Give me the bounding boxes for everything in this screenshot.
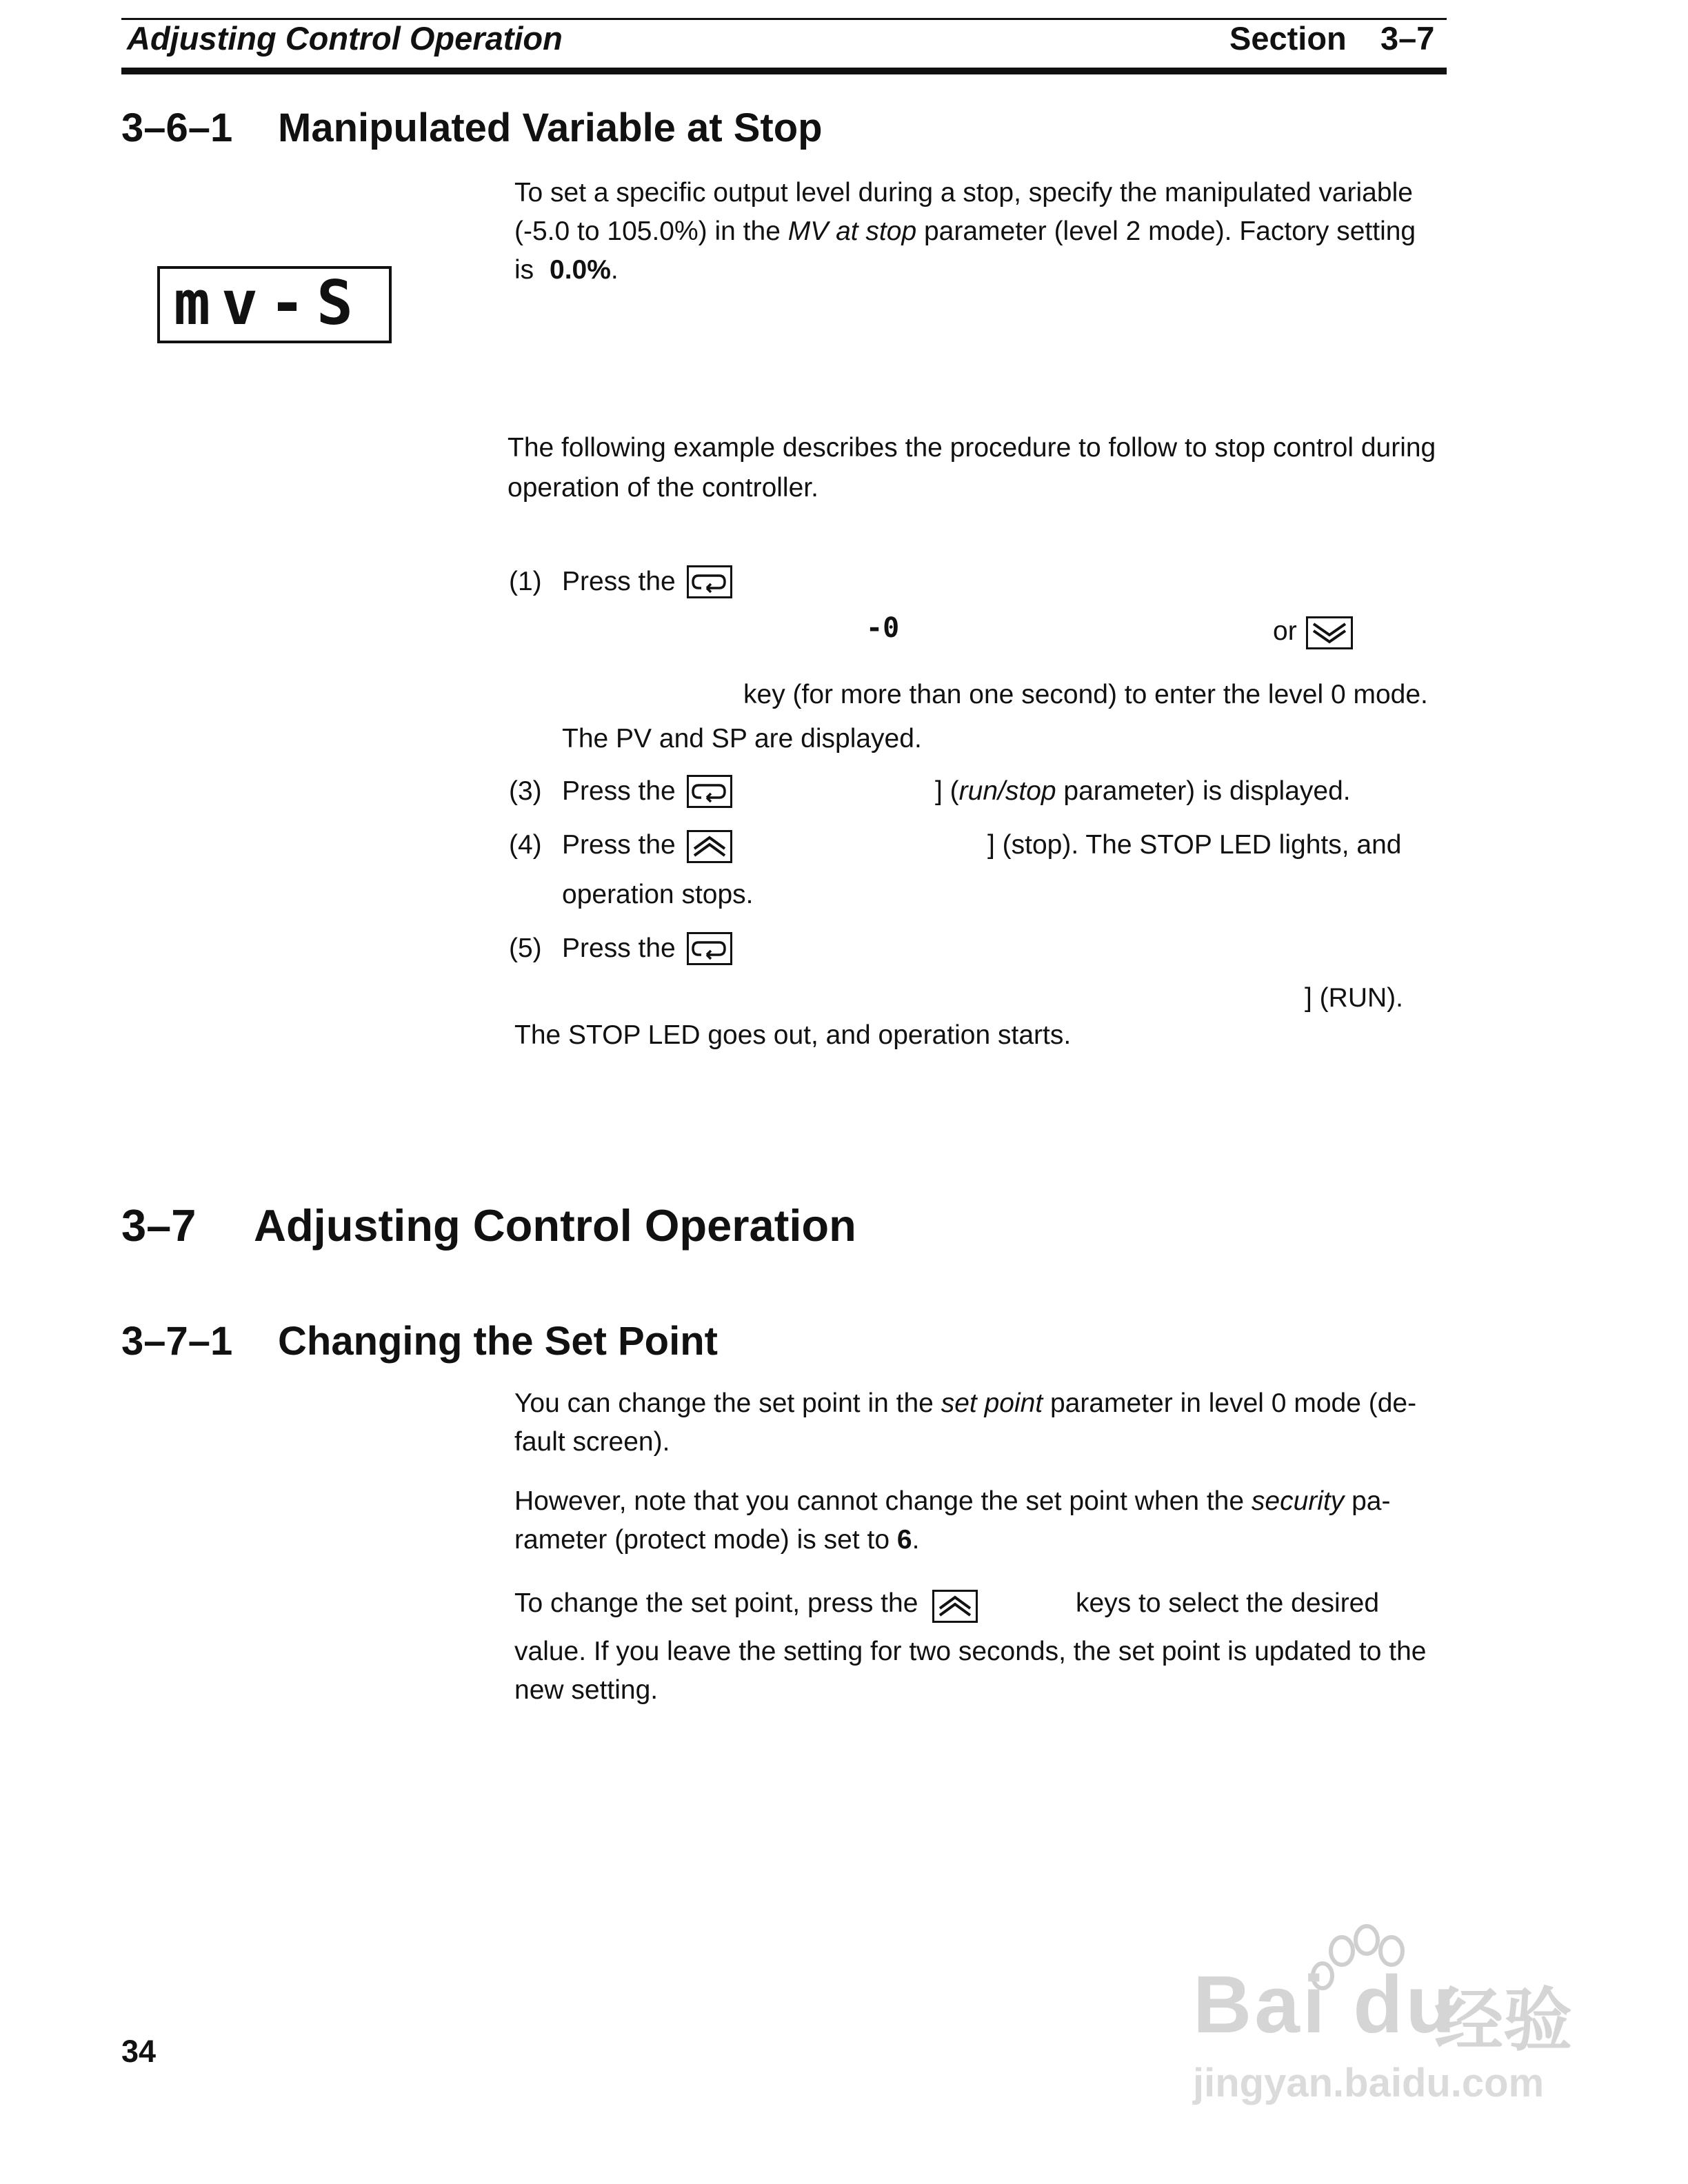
down-key-icon: [1306, 616, 1353, 649]
enter-level-0-line: key (for more than one second) to enter the level 0 mode.: [743, 680, 1428, 709]
lcd-display-text: mv-S: [174, 267, 364, 338]
header-title: Adjusting Control Operation: [127, 20, 563, 57]
mode-key-icon: [687, 565, 732, 598]
step-4-continuation: operation stops.: [562, 880, 754, 909]
example-intro-line-1: The following example describes the procedure to follow to stop control during: [508, 433, 1436, 463]
set-point-paragraph-1-line-2: fault screen).: [514, 1427, 670, 1457]
header-section-number: 3–7: [1380, 20, 1435, 57]
section-3-6-1-title: Manipulated Variable at Stop: [278, 105, 823, 150]
step-5-text: Press the: [562, 933, 676, 963]
header-rule-bottom: [121, 68, 1447, 74]
set-point-paragraph-3-line-1b: keys to select the desired: [1076, 1588, 1380, 1618]
mode-key-icon: [687, 775, 732, 808]
step-4-tail: ] (stop). The STOP LED lights, and: [987, 830, 1402, 860]
step-3-text: Press the: [562, 776, 676, 806]
step-4-text: Press the: [562, 830, 676, 860]
page-number: 34: [121, 2034, 157, 2069]
lcd-level-0-indicator: -0: [866, 612, 900, 644]
pv-sp-displayed-line: The PV and SP are displayed.: [562, 724, 922, 754]
header-section-label: Section: [1229, 20, 1347, 57]
step-3-number: (3): [509, 776, 542, 806]
mode-key-icon: [687, 932, 732, 965]
operation-starts-line: The STOP LED goes out, and operation starts.: [514, 1020, 1072, 1050]
set-point-paragraph-3-line-1a: To change the set point, press the: [514, 1588, 918, 1618]
up-key-icon: [932, 1590, 978, 1623]
section-3-7-number: 3–7: [121, 1200, 197, 1251]
example-intro-line-2: operation of the controller.: [508, 473, 818, 503]
lcd-display-mv-s: [157, 266, 392, 343]
section-3-7-title: Adjusting Control Operation: [254, 1200, 856, 1251]
mv-stop-paragraph-line-2: (-5.0 to 105.0%) in the MV at stop parameter (level 2 mode). Factory setting: [514, 216, 1416, 246]
step-3-tail: ] (run/stop parameter) is displayed.: [935, 776, 1351, 806]
set-point-paragraph-3-line-3: new setting.: [514, 1675, 659, 1705]
set-point-paragraph-2-line-2: rameter (protect mode) is set to 6.: [514, 1525, 920, 1555]
step-1-number: (1): [509, 567, 542, 596]
set-point-paragraph-2-line-1: However, note that you cannot change the set point when the security pa-: [514, 1486, 1391, 1516]
set-point-paragraph-1-line-1: You can change the set point in the set point parameter in level 0 mode (de-: [514, 1388, 1417, 1418]
step-4-number: (4): [509, 830, 542, 860]
section-3-7-1-title: Changing the Set Point: [278, 1319, 718, 1364]
watermark-brand: Bai du: [1193, 1959, 1458, 2050]
baidu-watermark: [1186, 1910, 1572, 2116]
set-point-paragraph-3-line-2: value. If you leave the setting for two seconds, the set point is updated to the: [514, 1637, 1427, 1666]
watermark-cn: 经验: [1434, 1982, 1572, 2059]
mv-stop-paragraph-line-3: is 0.0%.: [514, 255, 619, 285]
run-text: ] (RUN).: [1305, 983, 1403, 1013]
up-key-icon: [687, 830, 732, 863]
watermark-url: jingyan.baidu.com: [1193, 2061, 1545, 2105]
step-5-number: (5): [509, 933, 542, 963]
step-1-text: Press the: [562, 567, 676, 596]
mv-stop-paragraph-line-1: To set a specific output level during a stop, specify the manipulated variable: [514, 178, 1413, 208]
section-3-7-1-number: 3–7–1: [121, 1319, 233, 1364]
section-3-6-1-number: 3–6–1: [121, 105, 233, 150]
or-text: or: [1273, 616, 1297, 646]
